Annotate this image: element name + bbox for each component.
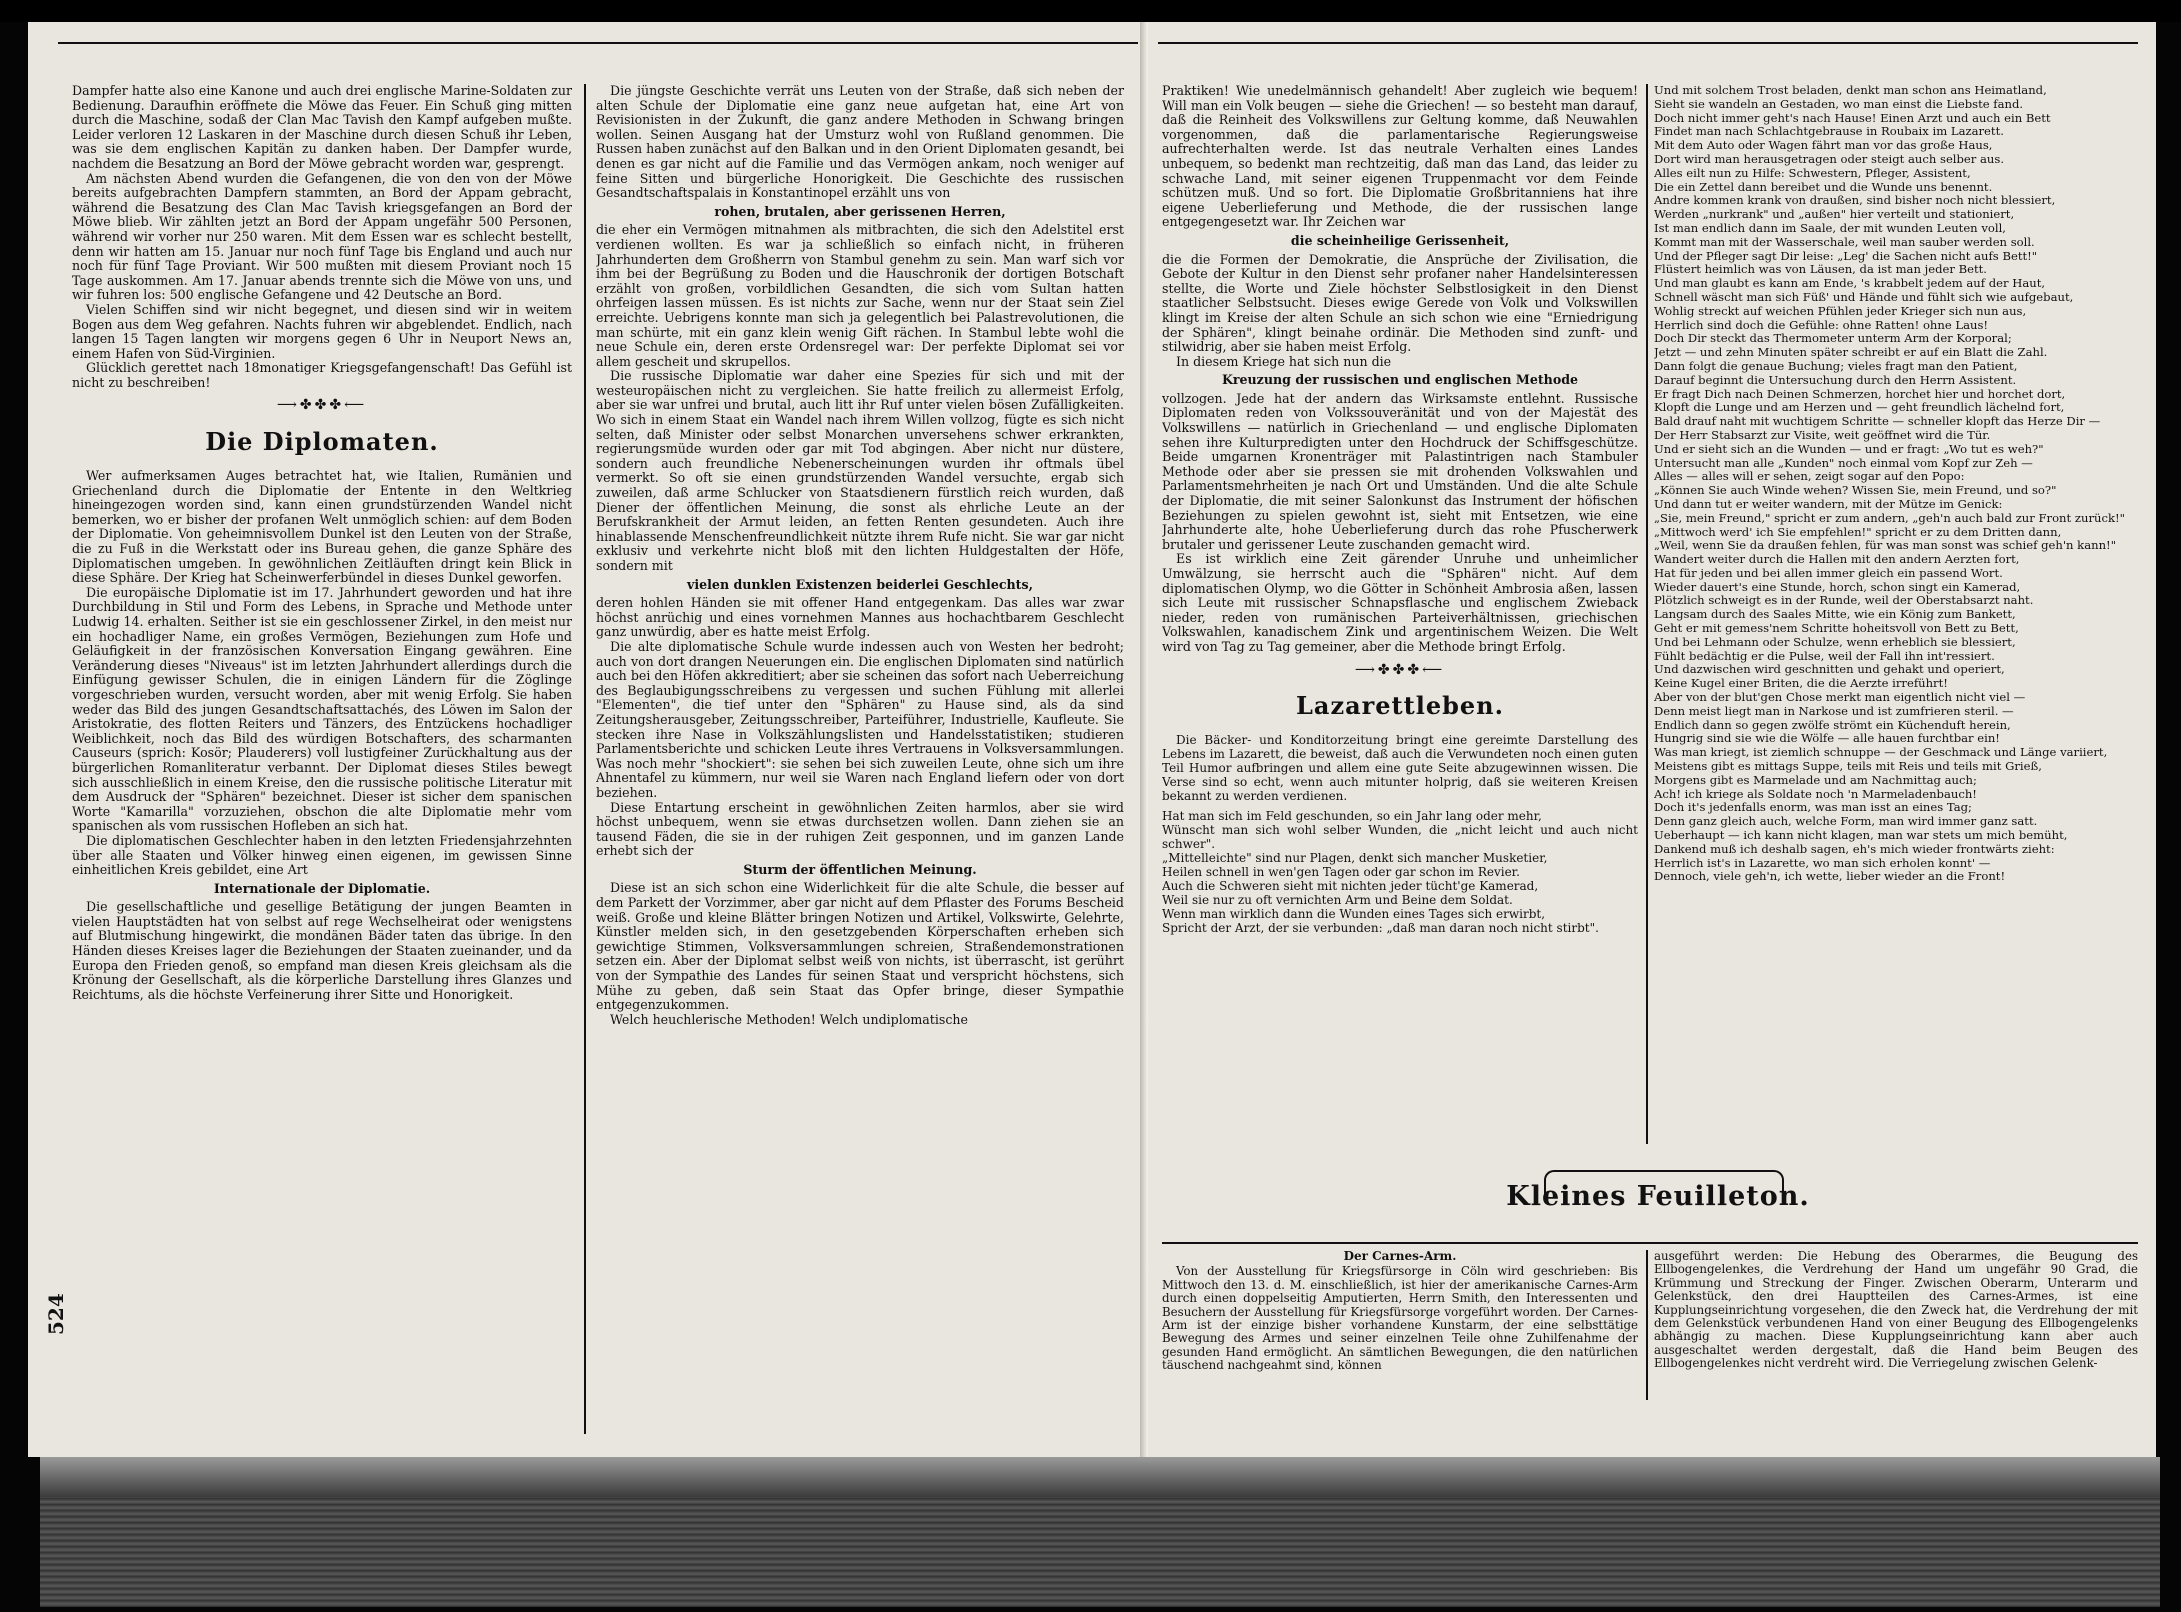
verse-line: Morgens gibt es Marmelade und am Nachmittag auch; xyxy=(1654,772,1977,787)
verse-line: Wenn man wirklich dann die Wunden eines Tages sich erwirbt, xyxy=(1162,907,1546,922)
article-title: Die Diplomaten. xyxy=(205,427,439,457)
paragraph: Die Bäcker- und Konditorzeitung bringt eine gereimte Darstellung des Lebens im Lazarett, die beweist, daß auch die Verwundeten noch einen guten Teil Humor aufbringen und allem eine gute Seite abzugewinnen wissen. Die Verse sind so echt, wenn auch mitunter holprig, daß sie weiteren Kreisen bekannt zu werden verdienen. xyxy=(1162,733,1638,804)
verse-line: Darauf beginnt die Untersuchung durch den Herrn Assistent. xyxy=(1654,372,2017,387)
verse-line: „Weil, wenn Sie da draußen fehlen, für was man sonst was schief geh'n kann!" xyxy=(1654,538,2117,553)
verse-line: Fühlt bedächtig er die Pulse, weil der Fall ihn int'ressiert. xyxy=(1654,648,1995,663)
section-subheading: Internationale der Diplomatie. xyxy=(213,880,431,896)
paragraph: ausgeführt werden: Die Hebung des Oberarmes, die Beugung des Ellbogengelenkes, die Verdrehung der Hand um ungefähr 90 Grad, die Krümmung und Streckung der Finger. Zwischen Oberarm, Unterarm und Gelenkstück, den drei Hauptteilen des Carnes-Armes, ist eine Kupplungseinrichtung vorgesehen, die den Zweck hat, die Verdrehung der mit dem Gelenkstück verbundenen Hand von einer Beugung des Ellbogengelenks abhängig zu machen. Diese Kupplungseinrichtung kann aber auch ausgeschaltet werden dergestalt, daß die Hand beim Beugen des Ellbogengelenkes nicht verdreht wird. Die Verriegelung zwischen Gelenk- xyxy=(1654,1250,2138,1371)
verse-line: Flüstert heimlich was von Läusen, da ist man jeder Bett. xyxy=(1654,262,1987,277)
verse-line: Langsam durch des Saales Mitte, wie ein König zum Bankett, xyxy=(1654,607,2016,622)
verse-line: Geht er mit gemess'nem Schritte hoheitsvoll von Bett zu Bett, xyxy=(1654,621,2019,636)
verse-line: „Mittwoch werd' ich Sie empfehlen!" spricht er zu dem Dritten dann, xyxy=(1654,524,2062,539)
verse-line: Dann folgt die genaue Buchung; vieles fragt man den Patient, xyxy=(1654,358,2018,373)
verse-line: Bald drauf naht mit wuchtigem Schritte — schneller klopft das Herze Dir — xyxy=(1654,414,2101,429)
paragraph: Vielen Schiffen sind wir nicht begegnet, und diesen sind wir in weitem Bogen aus dem Weg gefahren. Nachts fuhren wir abgeblendet. Endlich, nach langen 15 Tagen langten wir morgens gegen 6 Uhr in Neuport News an, einem Hafen von Süd-Virginien. xyxy=(72,301,572,361)
top-rule xyxy=(58,42,1138,44)
feuilleton-subheading: Der Carnes-Arm. xyxy=(1343,1250,1457,1263)
column-3 xyxy=(1162,84,1638,1184)
verse-line: Wohlig streckt auf weichen Pfühlen jeder Krieger sich nun aus, xyxy=(1654,303,2027,318)
verse-line: Und der Pfleger sagt Dir leise: „Leg' die Sachen nicht aufs Bett!" xyxy=(1654,248,2038,263)
verse-line: Plötzlich schweigt es in der Runde, weil der Oberstabsarzt naht. xyxy=(1654,593,2034,608)
verse-line: Endlich dann so gegen zwölfe strömt ein Küchenduft herein, xyxy=(1654,717,2011,732)
verse-line: Und bei Lehmann oder Schulze, wenn erheblich sie blessiert, xyxy=(1654,634,2016,649)
column-2 xyxy=(596,84,1124,1449)
column-rule xyxy=(1646,84,1648,1144)
paragraph: Es ist wirklich eine Zeit gärender Unruhe und unheimlicher Umwälzung, sie herrscht auch die "Sphären" nicht. Auf dem diplomatischen Olymp, wo die Götter in Schönheit Ambrosia aßen, lassen sich Leute mit russischer Schnapsflasche und englischem Zwieback nieder, reden von rumänischen Parteiverhältnissen, griechischen Volkswahlen, kanadischem Zink und argentinischem Weizen. Die Welt wird von Tag zu Tag gemeiner, aber die Methode bringt Erfolg. xyxy=(1162,551,1638,654)
verse-line: Er fragt Dich nach Deinen Schmerzen, horchet hier und horchet dort, xyxy=(1654,386,2066,401)
column-rule xyxy=(1646,1250,1648,1400)
paragraph: die die Formen der Demokratie, die Ansprüche der Zivilisation, die Gebote der Kultur in den Dienst sehr profaner naher Handelsinteressen stellte, die Worte und Ziele höchster Selbstlosigkeit in den Dienst staatlicher Selbstsucht. Dieses ewige Gerede von Volk und Volkswillen klingt im Kreise der alten Schule an sich schon wie eine "Erniedrigung der Sphären", klingt beinahe ordinär. Die Methoden sind zunft- und stilwidrig, aber sie haben meist Erfolg. xyxy=(1162,251,1638,355)
paragraph: Wer aufmerksamen Auges betrachtet hat, wie Italien, Rumänien und Griechenland durch die Diplomatie der Entente in den Weltkrieg hineingezogen worden sind, kann einen grundstürzenden Wandel nicht bemerken, wo er bisher der profanen Welt unmöglich schien: auf dem Boden der Diplomatie. Von geheimnisvollem Dunkel ist den Leuten von der Straße, die zu Fuß in die Werkstatt oder ins Bureau gehen, die ganze Sphäre des Diplomatischen umgeben. In gewöhnlichen Zeitläuften dringt kein Blick in diese Sphäre. Der Krieg hat Scheinwerferbündel in dieses Dunkel geworfen. xyxy=(72,468,572,586)
section-subheading: vielen dunklen Existenzen beiderlei Geschlechts, xyxy=(687,576,1033,592)
verse-line: Heilen schnell in wen'gen Tagen oder gar schon im Revier. xyxy=(1162,865,1520,880)
paragraph: Am nächsten Abend wurden die Gefangenen, die von den von der Möwe bereits aufgebrachten Dampfern stammten, an Bord der Appam gebracht, während die Besatzung des Clan Mac Tavish kriegsgefangen an Bord der Möwe blieb. Wir zählten jetzt an Bord der Appam ungefähr 500 Personen, während wir vorher nur 250 waren. Mit dem Essen war es schlecht bestellt, denn wir hatten am 15. Januar nur noch fünf Tage bis England und auch nur noch für fünf Tage Proviant. Wir 500 mußten mit diesem Proviant noch 15 Tage auskommen. Am 17. Januar abends trennte sich die Möwe von uns, und wir fuhren los: 500 englische Gefangene und 42 Deutsche an Bord. xyxy=(72,170,572,303)
section-subheading: rohen, brutalen, aber gerissenen Herren, xyxy=(714,203,1006,219)
verse-line: Kommt man mit der Wasserschale, weil man sauber werden soll. xyxy=(1654,234,2035,249)
verse-line: Und er sieht sich an die Wunden — und er fragt: „Wo tut es weh?" xyxy=(1654,441,2044,456)
column-1 xyxy=(72,84,572,1449)
verse-line: Herrlich sind doch die Gefühle: ohne Ratten! ohne Laus! xyxy=(1654,317,1989,332)
verse-line: Doch it's jedenfalls enorm, was man isst an eines Tag; xyxy=(1654,800,1972,815)
verse-line: Und mit solchem Trost beladen, denkt man schon ans Heimatland, xyxy=(1654,84,2047,97)
column-4 xyxy=(1654,84,2144,1174)
section-subheading: die scheinheilige Gerissenheit, xyxy=(1290,232,1510,248)
verse-line: Wünscht man sich wohl selber Wunden, die „nicht leicht und auch nicht schwer". xyxy=(1162,823,1638,852)
paragraph: Welch heuchlerische Methoden! Welch undiplomatische xyxy=(610,1011,968,1027)
verse-line: Die ein Zettel dann bereibet und die Wunde uns benennt. xyxy=(1654,179,1993,194)
ornament-divider: ⟶✤✤✤⟵ xyxy=(276,397,368,414)
verse-line: Mit dem Auto oder Wagen fährt man vor das große Haus, xyxy=(1654,138,1993,153)
paragraph: Die gesellschaftliche und gesellige Betätigung der jungen Beamten in vielen Hauptstädten hat von selbst auf rege Wechselheirat oder wenigstens auf Blutmischung hingewirkt, die mondänen Bäder taten das übrige. In den Händen dieses Kreises lager die Beziehungen der Staaten zueinander, und da Europa den Frieden genoß, so empfand man diesen Kreis gleichsam als die Krönung der Gesellschaft, als die körperliche Darstellung ihres Glanzes und Reichtums, als die höchste Verfeinerung ihrer Sitte und Honorigkeit. xyxy=(72,899,572,1002)
verse-line: Auch die Schweren sieht mit nichten jeder tücht'ge Kamerad, xyxy=(1162,879,1539,894)
verse-line: Denn meist liegt man in Narkose und ist zumfrieren steril. — xyxy=(1654,703,2014,718)
verse-line: „Können Sie auch Winde wehen? Wissen Sie, mein Freund, und so?" xyxy=(1654,483,2057,498)
verse-line: Dankend muß ich deshalb sagen, eh's mich wieder frontwärts zieht: xyxy=(1654,841,2055,856)
paragraph: Die jüngste Geschichte verrät uns Leuten von der Straße, daß sich neben der alten Schule der Diplomatie eine ganz neue aufgetan hat, eine Art von Revisionisten in der Zukunft, die ganz andere Methoden in Schwang bringen wollen. Seinen Ausgang hat der Umsturz wohl von Rußland genommen. Die Russen haben zunächst auf den Balkan und in den Orient Diplomaten gesandt, bei denen es gar nicht auf die Familie und das Vermögen ankam, noch weniger auf feine Sitten und bürgerliche Honorigkeit. Die Geschichte des russischen Gesandtschaftspalais in Konstantinopel erzählt uns von xyxy=(596,84,1124,201)
feuilleton-column-left xyxy=(1162,1250,1638,1400)
verse-line: Schnell wäscht man sich Füß' und Hände und fühlt sich wie aufgebaut, xyxy=(1654,289,2074,304)
verse-line: Dennoch, viele geh'n, ich wette, lieber wieder an die Front! xyxy=(1654,869,2006,884)
verse-line: Aber von der blut'gen Chose merkt man eigentlich nicht viel — xyxy=(1654,690,2026,705)
paragraph: Die russische Diplomatie war daher eine Spezies für sich und mit der westeuropäischen nicht zu vergleichen. Sie hatte freilich zu allermeist Erfolg, aber sie war unfrei und brutal, auch litt ihr Ruf unter vielen bösen Zufälligkeiten. Wo sich in einem Staat ein Wandel nach ihrem Willen vollzog, fügte es sich nicht selten, daß Minister oder selbst Monarchen unversehens schwer erkrankten, regierungsmüde wurden oder gar mit Tod abgingen. Aber nicht nur düstere, sondern auch freundliche Nebenerscheinungen wurden ihr oftmals übel vermerkt. So oft sie einen grundstürzenden Wandel versuchte, ergab sich zuweilen, daß arme Schlucker von Staatsdienern fürstlich reich wurden, daß Diener der öffentlichen Meinung, die sonst als ehrliche Leute an der Berufskrankheit der Armut leiden, an fetten Renten gesundeten. Auch ihre hinablassende Menschenfreundlichkeit nützte ihrem Rufe nicht. Sie war gar nicht exklusiv und verkehrte nicht bloß mit den lichten Huldgestalten der Höfe, sondern mit xyxy=(596,368,1124,573)
verse-line: Keine Kugel einer Briten, die die Aerzte irreführt! xyxy=(1654,676,1948,691)
paragraph: Von der Ausstellung für Kriegsfürsorge in Cöln wird geschrieben: Bis Mittwoch den 13. d. M. einschließlich, ist hier der amerikanische Carnes-Arm durch einen doppelseitig Amputierten, Herrn Smith, den Interessenten und Besuchern der Ausstellung für Kriegsfürsorge vorgeführt worden. Der Carnes-Arm ist der einzige bisher vorhandene Kunstarm, der eine selbsttätige Bewegung des Armes und seiner einzelnen Teile ohne Zuhilfenahme der gesunden Hand ermöglicht. An sämtlichen Bewegungen, die den natürlichen täuschend nachgeahmt sind, können xyxy=(1162,1264,1638,1373)
right-page xyxy=(1148,22,2156,1457)
verse-line: Hat man sich im Feld geschunden, so ein Jahr lang oder mehr, xyxy=(1162,809,1542,824)
section-subheading: Kreuzung der russischen und englischen Methode xyxy=(1221,372,1579,388)
verse-line: Werden „nurkrank" und „außen" hier verteilt und stationiert, xyxy=(1654,207,2015,222)
verse-line: Hat für jeden und bei allen immer gleich ein passend Wort. xyxy=(1654,565,2003,580)
verse-line: Dort wird man herausgetragen oder steigt auch selber aus. xyxy=(1654,151,2005,166)
scan-top-border xyxy=(0,0,2181,22)
paragraph: Die alte diplomatische Schule wurde indessen auch von Westen her bedroht; auch von dort drangen Neuerungen ein. Die englischen Diplomaten sind natürlich auch bei den Höfen akkreditiert; aber sie scheinen das sofort nach Ueberreichung des Beglaubigungsschreibens zu vergessen und suchen Fühlung mit allerlei "Elementen", die tief unter den "Sphären" zu Hause sind, als da sind Zeitungsherausgeber, Zeitungsschreiber, Parteiführer, Industrielle, Kaufleute. Sie stecken ihre Nase in Volkszählungslisten und Handelsstatistiken; studieren Parlamentsberichte und schicken Leute ihres Vertrauens in Volksversammlungen. Was noch mehr "shockiert": sie sehen bei sich zuweilen Leute, ohne sich um ihre Ahnentafel zu kümmern, nur weil sie Waren nach England liefern oder von dort beziehen. xyxy=(596,638,1124,800)
verse-line: Alles — alles will er sehen, zeigt sogar auf den Popo: xyxy=(1654,469,1965,484)
verse-line: Hungrig sind sie wie die Wölfe — alle hauen furchtbar ein! xyxy=(1654,731,2000,746)
paragraph: deren hohlen Händen sie mit offener Hand entgegenkam. Das alles war zwar höchst anrüchig und eines vornehmen Mannes aus hochachtbarem Geschlecht ganz unwürdig, aber es hatte meist Erfolg. xyxy=(596,595,1124,640)
ornament-divider: ⟶✤✤✤⟵ xyxy=(1354,661,1446,678)
verse-line: Doch nicht immer geht's nach Hause! Einen Arzt und auch ein Bett xyxy=(1654,110,2051,125)
verse-line: Der Herr Stabsarzt zur Visite, weit geöffnet wird die Tür. xyxy=(1654,427,1991,442)
top-rule xyxy=(1158,42,2138,44)
verse-line: Findet man nach Schlachtgebrause in Roubaix im Lazarett. xyxy=(1654,124,2004,139)
feuilleton-column-right xyxy=(1654,1250,2138,1400)
verse-line: Denn ganz gleich auch, welche Form, man wird immer ganz satt. xyxy=(1654,814,2038,829)
verse-line: Klopft die Lunge und am Herzen und — geht freundlich lächelnd fort, xyxy=(1654,400,2065,415)
paragraph: Praktiken! Wie unedelmännisch gehandelt! Aber zugleich wie bequem! Will man ein Volk beugen — siehe die Griechen! — so besteht man darauf, daß die Reinheit des Volkswillens zur Geltung komme, daß Neuwahlen vorgenommen, daß die parlamentarische Regierungsweise aufrechterhalten werde. Ist das neutrale Verhalten eines Landes unbequem, so bedenkt man rechtzeitig, daß man das Land, das leider zu schwache Land, mit seiner eigenen Truppenmacht vor dem Feinde schützen muß. Und so fort. Die Diplomatie Großbritanniens hat ihre eigene Ueberlieferung und Methode, die der russischen lange entgegengesetzt war. Ihr Zeichen war xyxy=(1162,84,1638,230)
verse-line: Meistens gibt es mittags Suppe, teils mit Reis und teils mit Grieß, xyxy=(1654,759,2042,774)
left-page xyxy=(28,22,1158,1457)
paragraph: Die europäische Diplomatie ist im 17. Jahrhundert geworden und hat ihre Durchbildung in Stil und Form des Lebens, in Sprache und Methode unter Ludwig 14. erhalten. Seither ist sie ein geschlossener Zirkel, in den meist nur ein hochadliger Name, ein großes Vermögen, Beziehungen zum Hofe und Geläufigkeit in der französischen Konversation Eingang gewähren. Eine Veränderung dieses "Niveaus" ist im letzten Jahrhundert allerdings durch die Einfügung gewisser Schulen, die in einigen Ländern für die Zöglinge vorgeschrieben wurden, versucht worden, aber mit wenig Erfolg. Sie haben weder das Bild des jungen Gesandtschaftsattachés, des Löwen im Salon der Aristokratie, des flotten Reiters und Tänzers, des Entzückens hochadliger Weiblichkeit, noch das Bild des würdigen Botschafters, des scharmanten Causeurs (sprich: Kosör; Plauderers) voll lustigfeiner Zurückhaltung aus der bürgerlichen Romanliteratur verbannt. Der Diplomat dieses Stiles bewegt sich ausschließlich in einem Kreise, den die russische politische Literatur mit dem Ausdruck der "Sphären" bezeichnet. Dieser ist sicher dem spanischen Worte "Kamarilla" vorzuziehen, obschon die alte Diplomatie mehr vom spanischen als vom russischen Hofleben an sich hat. xyxy=(72,584,572,834)
book-page-edges-shadow xyxy=(40,1457,2160,1497)
column-rule xyxy=(584,84,586,1434)
verse-line: Ueberhaupt — ich kann nicht klagen, man war stets um mich bemüht, xyxy=(1654,828,2068,843)
paragraph: vollzogen. Jede hat der andern das Wirksamste entlehnt. Russische Diplomaten reden von Volkssouveränität und von der Majestät des Volkswillens — natürlich in Griechenland — und englische Diplomaten sehen ihre Kulturpredigten unter den Hochdruck der Schiffsgeschütze. Beide umgarnen Kronenträger mit Palastintrigen nach Stambuler Methode oder aber sie pressen sie mit drohenden Volkswahlen und Parlamentsmehrheiten je nach Ort und Umständen. Und die alte Schule der Diplomatie, die mit seiner Salonkunst das Instrument der höfischen Beziehungen zu spielen gewohnt ist, sieht mit Entsetzen, wie eine Jahrhunderte alte, hohe Ueberlieferung durch das rohe Pfuscherwerk brutaler und gerissener Leute zuschanden gemacht wird. xyxy=(1162,390,1638,552)
verse-line: Ach! ich kriege als Soldate noch 'n Marmeladenbauch! xyxy=(1654,786,1977,801)
verse-line: „Mittelleichte" sind nur Plagen, denkt sich mancher Musketier, xyxy=(1162,851,1548,866)
verse-line: Was man kriegt, ist ziemlich schnuppe — der Geschmack und Länge variiert, xyxy=(1654,745,2108,760)
verse-line: Andre kommen krank von draußen, sind bisher noch nicht blessiert, xyxy=(1654,193,2056,208)
verse-line: Sieht sie wandeln an Gestaden, wo man einst die Liebste fand. xyxy=(1654,96,2024,111)
section-title: Kleines Feuilleton. xyxy=(1506,1181,1810,1212)
verse-line: Wandert weiter durch die Hallen mit den andern Aerzten fort, xyxy=(1654,552,2020,567)
paragraph: Die diplomatischen Geschlechter haben in den letzten Friedensjahrzehnten über alle Staaten und Völker hinweg einen eigenen, im gewissen Sinne einheitlichen Kreis gebildet, eine Art xyxy=(72,832,572,878)
verse-line: Jetzt — und zehn Minuten später schreibt er auf ein Blatt die Zahl. xyxy=(1654,345,2048,360)
verse-line: „Sie, mein Freund," spricht er zum andern, „geh'n auch bald zur Front zurück!" xyxy=(1654,510,2125,525)
verse-line: Doch Dir steckt das Thermometer unterm Arm der Korporal; xyxy=(1654,331,2012,346)
verse-line: Weil sie nur zu oft vernichten Arm und Beine dem Soldat. xyxy=(1162,893,1513,908)
verse-line: Alles eilt nun zu Hilfe: Schwestern, Pfleger, Assistent, xyxy=(1654,165,1971,180)
verse-line: Und man glaubt es kann am Ende, 's krabbelt jedem auf der Haut, xyxy=(1654,276,2046,291)
verse-line: Spricht der Arzt, der sie verbunden: „daß man daran noch nicht stirbt". xyxy=(1162,921,1599,936)
paragraph: Diese ist an sich schon eine Widerlichkeit für die alte Schule, die besser auf dem Parkett der Vorzimmer, aber gar nicht auf dem Pflaster des Forums Bescheid weiß. Große und kleine Blätter bringen Notizen und Artikel, Volkswirte, Gelehrte, Künstler melden sich, in den gesetzgebenden Körperschaften erheben sich gewichtige Stimmen, Volksversammlungen schreien, Straßendemonstrationen setzen ein. Aber der Diplomat selbst weiß von nichts, ist überrascht, ist gerührt von der Sympathie des Landes für seinen Staat und verspricht höchstens, sich Mühe zu geben, daß sein Staat das Opfer bringe, dieser Sympathie entgegenzukommen. xyxy=(596,880,1124,1013)
verse-line: Ist man endlich dann im Saale, der mit wunden Leuten voll, xyxy=(1654,220,2006,235)
paragraph: Diese Entartung erscheint in gewöhnlichen Zeiten harmlos, aber sie wird höchst unbequem, wenn sie etwas durchsetzen wollen. Dann ziehen sie an tausend Fäden, die sie in der ruhigen Zeit gesponnen, und im ganzen Lande erhebt sich der xyxy=(596,799,1124,859)
verse-line: Und dann tut er weiter wandern, mit der Mütze im Genick: xyxy=(1654,496,2003,511)
section-subheading: Sturm der öffentlichen Meinung. xyxy=(743,861,977,877)
paragraph: Glücklich gerettet nach 18monatiger Kriegsgefangenschaft! Das Gefühl ist nicht zu beschreiben! xyxy=(72,360,572,390)
poem-verses xyxy=(1162,809,1638,935)
verse-line: Herrlich ist's in Lazarette, wo man sich erholen konnt' — xyxy=(1654,855,1991,870)
section-rule xyxy=(1162,1242,2138,1244)
verse-line: Wieder dauert's eine Stunde, horch, schon singt ein Kamerad, xyxy=(1654,579,2021,594)
page-number: 524 xyxy=(44,1293,68,1335)
paragraph: Dampfer hatte also eine Kanone und auch drei englische Marine-Soldaten zur Bedienung. Daraufhin eröffnete die Möwe das Feuer. Ein Schuß ging mitten durch die Maschine, sodaß der Clan Mac Tavish den Kampf aufgeben mußte. Leider verloren 12 Laskaren in der Maschine durch diesen Schuß ihr Leben, was sie dem englischen Kapitän zu danken haben. Der Dampfer wurde, nachdem die Besatzung an Bord der Möwe gebracht worden war, gesprengt. xyxy=(72,84,572,171)
paragraph: die eher ein Vermögen mitnahmen als mitbrachten, die sich den Adelstitel erst verdienen wollten. Es war ja schließlich so einfach nicht, in früheren Jahrhunderten dem Großherrn von Stambul genehm zu sein. Man warf sich vor ihm bei der Begrüßung zu Boden und die Hauschronik der dortigen Botschaft erzählt von großen, vorbildlichen Gesandten, die sich vom Sultan hatten ohrfeigen lassen müssen. Es ist nichts zur Sache, wenn nur der Staat sein Ziel erreichte. Uebrigens konnte man sich ja gelegentlich bei Palastrevolutionen, die man schürte, mit ein ganz klein wenig Gift rächen. In Stambul lebte wohl die neue Schule ein, deren erste Ordensregel war: Der perfekte Diplomat sei vor allem gescheit und skrupellos. xyxy=(596,222,1124,369)
article-title: Lazarettleben. xyxy=(1296,691,1504,721)
paragraph: In diesem Kriege hat sich nun die xyxy=(1176,353,1392,369)
verse-line: Und dazwischen wird geschnitten und gehakt und operiert, xyxy=(1654,662,2005,677)
verse-line: Untersucht man alle „Kunden" noch einmal vom Kopf zur Zeh — xyxy=(1654,455,2033,470)
